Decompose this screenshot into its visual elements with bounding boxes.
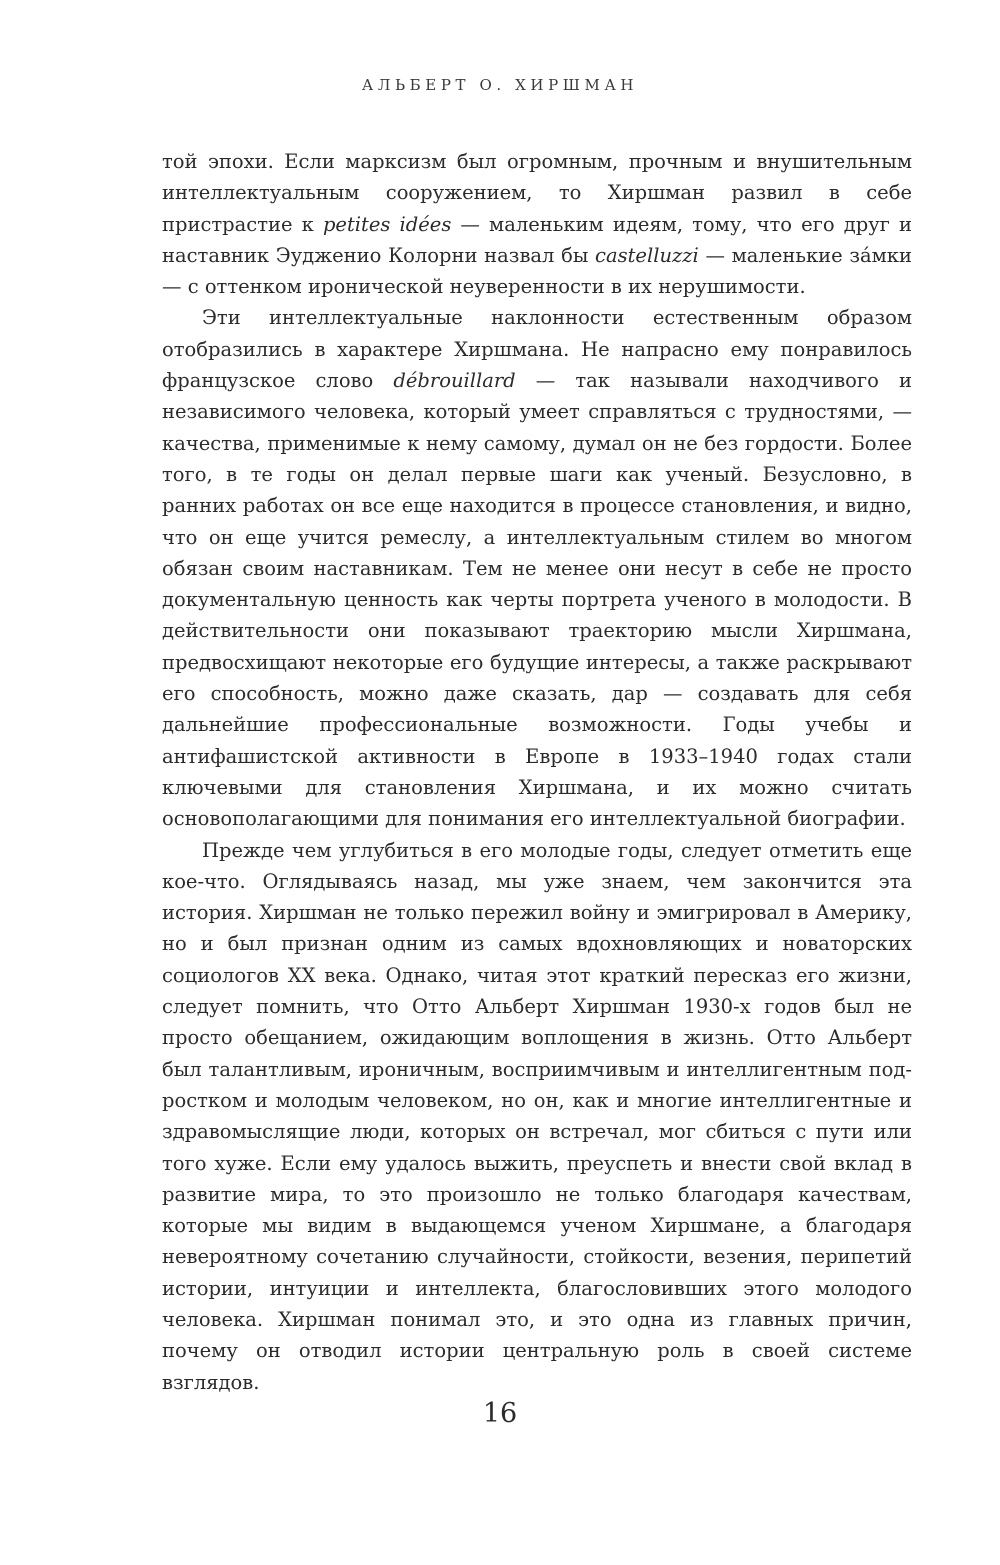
paragraph [162, 302, 912, 834]
paragraph-text: той эпохи. Если марксизм был огромным, прочным и внушительным интеллектуальным сооружением, то Хиршман развил в себе пристрастие к [162, 150, 912, 236]
paragraph-text: — маленькие за́мки — с оттенком иронической неуверенности в их нерушимости. [162, 243, 912, 299]
italic-phrase-castelluzzi: castelluzzi [595, 243, 699, 267]
page-number: 16 [482, 1398, 518, 1429]
paragraph [162, 835, 912, 1398]
body-text [162, 146, 912, 1398]
paragraph-text: — маленьким идеям, тому, что его друг и наставник Эудженио Колорни назвал бы [162, 212, 913, 267]
paragraph-text: — так называли находчивого и независимого человека, который умеет справляться с трудностями, — качества, применимые к нему самому, думал он не без гордости. Более того, в те годы он делал первые шаги как ученый. Безусловно, в ранних работах он все еще находится в процессе становления, и видно, что он еще учится ремеслу, а интеллектуальным стилем во многом обязан своим наставникам. Тем не менее они несут в себе не просто документальную ценность как черты портрета ученого в молодости. В действительности они показывают траекторию мысли Хиршмана, предвосхищают некоторые его будущие интересы, а также раскрывают его способность, можно даже сказать, дар — создавать для себя дальнейшие профессиональные возможности. Годы учебы и антифашистской активности в Европе в 1933–1940 годах стали ключевыми для становления Хиршмана, и их можно считать основополагающими для понимания его интеллектуальной биографии. [162, 369, 912, 831]
paragraph-text: Эти интеллектуальные наклонности естественным образом отобразились в характере Хиршмана. Не напрасно ему понравилось французское слово [162, 306, 912, 393]
paragraph-text: Прежде чем углубиться в его молодые годы, следует отметить еще кое-что. Оглядываясь назад, мы уже знаем, чем закончится эта история. Хиршман не только пережил войну и эмигрировал в Америку, но и был признан одним из самых вдохновляющих и новаторских социологов XX века. Однако, читая этот краткий пересказ его жизни, следует помнить, что Отто Альберт Хиршман 1930-х годов был не просто обещанием, ожидающим воплощения в жизнь. Отто Альберт был талантливым, ироничным, восприимчивым и интеллигентным подростком и молодым человеком, но он, как и многие интеллигентные и здравомыслящие люди, которых он встречал, мог сбиться с пути или того хуже. Если ему удалось выжить, преуспеть и внести свой вклад в развитие мира, то это произошло не только благодаря качествам, которые мы видим в выдающемся ученом Хиршмане, а благодаря невероятному сочетанию случайности, стойкости, везения, перипетий истории, интуиции и интеллекта, благословивших этого молодого человека. Хиршман понимал это, и это одна из главных причин, почему он отводил истории центральную роль в своей системе взглядов. [162, 838, 912, 1394]
italic-phrase-debrouillard: débrouillard [393, 369, 516, 393]
running-header: АЛЬБЕРТ О. ХИРШМАН [361, 76, 639, 94]
italic-phrase-petites-idees: petites idées [322, 212, 452, 236]
paragraph [162, 146, 912, 302]
